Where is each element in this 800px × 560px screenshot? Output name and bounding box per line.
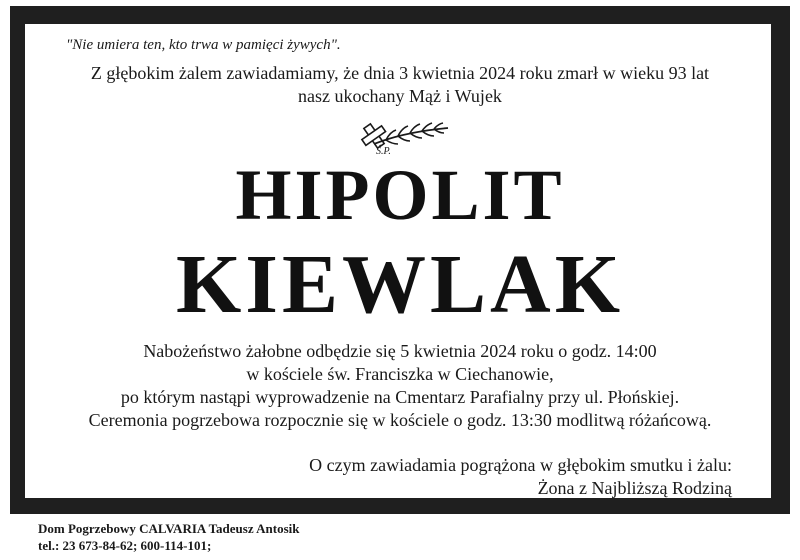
deceased-last-name: KIEWLAK [175,238,625,331]
ceremony-line-2: w kościele św. Franciszka w Ciechanowie, [246,364,554,384]
memorial-quote: "Nie umiera ten, kto trwa w pamięci żywych". [66,37,341,53]
intro-line-2: nasz ukochany Mąż i Wujek [298,86,502,106]
closing-signature [309,454,732,500]
closing-line-1: O czym zawiadamia pogrążona w głębokim smutku i żalu: [309,455,732,475]
closing-line-2: Żona z Najbliższą Rodziną [537,478,732,498]
intro-line-1: Z głębokim żalem zawiadamiamy, że dnia 3 kwietnia 2024 roku zmarł w wieku 93 lat [90,63,710,83]
funeral-home-name: Dom Pogrzebowy CALVARIA Tadeusz Antosik [38,521,300,536]
funeral-home-footer [38,520,300,554]
funeral-home-phone: tel.: 23 673-84-62; 600-114-101; [38,538,212,553]
sp-label: Ś.P. [376,146,391,157]
announcement-intro [0,62,800,108]
ceremony-details [0,340,800,432]
ceremony-line-1: Nabożeństwo żałobne odbędzie się 5 kwietnia 2024 roku o godz. 14:00 [143,341,657,361]
deceased-first-name: HIPOLIT [235,155,565,235]
ceremony-line-4: Ceremonia pogrzebowa rozpocznie się w kościele o godz. 13:30 modlitwą różańcową. [88,410,712,430]
ceremony-line-3: po którym nastąpi wyprowadzenie na Cmentarz Parafialny przy ul. Płońskiej. [120,387,680,407]
